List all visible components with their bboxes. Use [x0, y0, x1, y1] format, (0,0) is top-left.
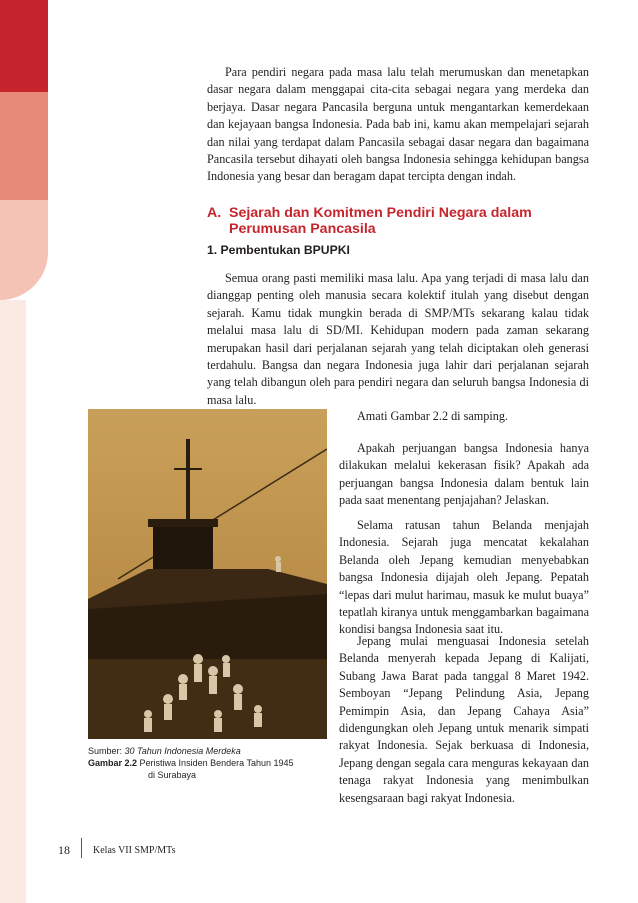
subsection-heading: 1. Pembentukan BPUPKI — [207, 243, 350, 257]
figure-caption-line1: Peristiwa Insiden Bendera Tahun 1945 — [139, 758, 294, 768]
figure-source — [88, 745, 328, 757]
belanda-paragraph: Selama ratusan tahun Belanda menjajah Indonesia. Sejarah juga mencatat kekalahan Belanda oleh Jepang kemudian menyebabkan bangsa Indonesia dijajah oleh Jepang. Pepatah “lepas dari mulut harimau, masuk ke mulut buaya” tepatlah kiranya untuk menggambarkan bagaimana kondisi bangsa Indonesia saat itu. — [339, 518, 589, 637]
source-title: 30 Tahun Indonesia Merdeka — [124, 746, 241, 756]
bpupki-paragraph: Semua orang pasti memiliki masa lalu. Apa yang terjadi di masa lalu dan dianggap penting oleh manusia secara kolektif itulah yang disebut dengan sejarah. Kamu tidak mungkin berada di SMP/MTs sekarang kalau tidak melalui masa lalu di SD/MI. Kehidupan modern pada zaman sekarang merupakan hasil dari perjalanan sejarah yang telah diciptakan oleh generasi terdahulu. Bangsa dan negara Indonesia juga lahir dari perjalanan sejarah yang telah dibangun oleh para pendiri negara dan seluruh bangsa Indonesia di masa lalu. — [207, 271, 589, 407]
margin-decoration-red — [0, 0, 48, 92]
section-title-line1: Sejarah dan Komitmen Pendiri Negara dalam — [229, 205, 532, 221]
historical-photo — [88, 409, 327, 739]
figure-label: Gambar 2.2 — [88, 758, 138, 768]
jepang-paragraph: Jepang mulai menguasai Indonesia setelah Belanda menyerah kepada Jepang di Kalijati, Subang Jawa Barat pada tanggal 8 Maret 1942. Semboyan “Jepang Pelindung Asia, Jepang Pemimpin Asia, dan Jepang Cahaya Asia” didengungkan oleh Jepang untuk menarik simpati rakyat Indonesia. Sejak berkuasa di Indonesia, Jepang dengan segala cara menguras kekayaan dan tenaga rakyat Indonesia yang menimbulkan kesengsaraan bagi rakyat Indonesia. — [339, 634, 589, 805]
figure-caption — [88, 745, 328, 781]
source-label: Sumber: — [88, 746, 123, 756]
margin-decoration-salmon — [0, 92, 48, 200]
section-title-line2: Perumusan Pancasila — [229, 221, 376, 237]
footer-divider — [81, 838, 82, 858]
question-paragraph: Apakah perjuangan bangsa Indonesia hanya dilakukan melalui kekerasan fisik? Apakah ada perjuangan bangsa Indonesia dalam bentuk lain pada saat menentang penjajahan? Jelaskan. — [339, 441, 589, 508]
footer-book-title: Kelas VII SMP/MTs — [93, 845, 176, 856]
amati-paragraph: Amati Gambar 2.2 di samping. — [357, 409, 508, 423]
margin-decoration-light — [0, 300, 26, 903]
figure-title — [88, 758, 294, 768]
intro-paragraph: Para pendiri negara pada masa lalu telah merumuskan dan menetapkan dasar negara dalam menggapai cita-cita sebagai negara yang merdeka dan berjaya. Dasar negara Pancasila berguna untuk mengantarkan kemerdekaan dan kejayaan bangsa Indonesia. Pada bab ini, kamu akan mempelajari sejarah dan nilai yang terdapat dalam Pancasila sebagai dasar negara dan bagaimana Pancasila tersebut dihayati oleh bangsa Indonesia sehingga kehidupan bangsa Indonesia yang besar dan beragam dapat tercipta dengan indah. — [207, 65, 589, 184]
photo-illustration — [88, 409, 327, 739]
page-number: 18 — [58, 843, 70, 857]
section-letter: A. — [207, 205, 222, 221]
section-heading-a — [207, 205, 597, 237]
margin-decoration-peach — [0, 200, 48, 300]
figure-caption-line2: di Surabaya — [148, 770, 197, 780]
